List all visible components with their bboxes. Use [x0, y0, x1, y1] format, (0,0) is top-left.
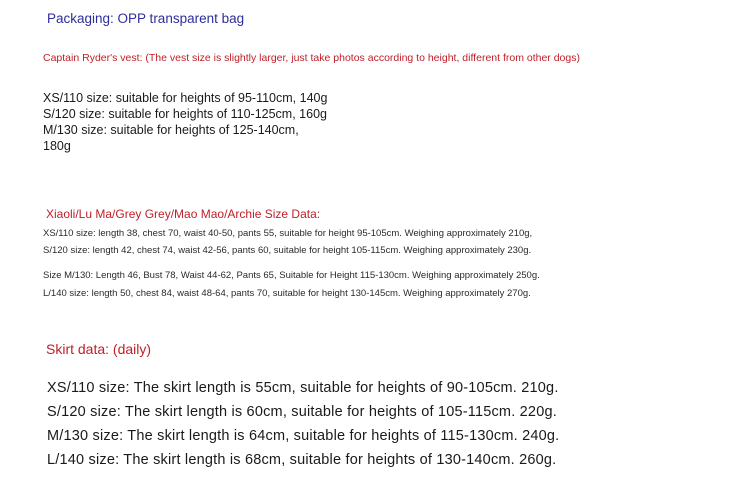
captain-vest-size-s: S/120 size: suitable for heights of 110-125cm, 160g [43, 107, 327, 121]
skirt-size-l: L/140 size: The skirt length is 68cm, suitable for heights of 130-140cm. 260g. [47, 452, 557, 468]
captain-vest-heading: Captain Ryder's vest: (The vest size is slightly larger, just take photos according to height, different from other dogs) [43, 52, 580, 64]
xiaoli-size-heading: Xiaoli/Lu Ma/Grey Grey/Mao Mao/Archie Size Data: [46, 207, 321, 221]
captain-vest-size-m: M/130 size: suitable for heights of 125-140cm, [43, 123, 299, 137]
skirt-size-s: S/120 size: The skirt length is 60cm, suitable for heights of 105-115cm. 220g. [47, 404, 557, 420]
packaging-text: Packaging: OPP transparent bag [47, 11, 245, 26]
captain-vest-size-m-weight: 180g [43, 139, 71, 153]
skirt-data-heading: Skirt data: (daily) [46, 341, 152, 357]
xiaoli-size-m: Size M/130: Length 46, Bust 78, Waist 44-62, Pants 65, Suitable for Height 115-130cm. Weighing approximately 250g. [43, 270, 540, 281]
skirt-size-xs: XS/110 size: The skirt length is 55cm, suitable for heights of 90-105cm. 210g. [47, 380, 559, 396]
xiaoli-size-xs: XS/110 size: length 38, chest 70, waist 40-50, pants 55, suitable for height 95-105cm. Weighing approximately 210g, [43, 228, 533, 239]
captain-vest-size-xs: XS/110 size: suitable for heights of 95-110cm, 140g [43, 91, 328, 105]
xiaoli-size-l: L/140 size: length 50, chest 84, waist 48-64, pants 70, suitable for height 130-145cm. Weighing approximately 270g. [43, 288, 531, 299]
xiaoli-size-s: S/120 size: length 42, chest 74, waist 42-56, pants 60, suitable for height 105-115cm. Weighing approximately 230g. [43, 245, 532, 256]
skirt-size-m: M/130 size: The skirt length is 64cm, suitable for heights of 115-130cm. 240g. [47, 428, 560, 444]
